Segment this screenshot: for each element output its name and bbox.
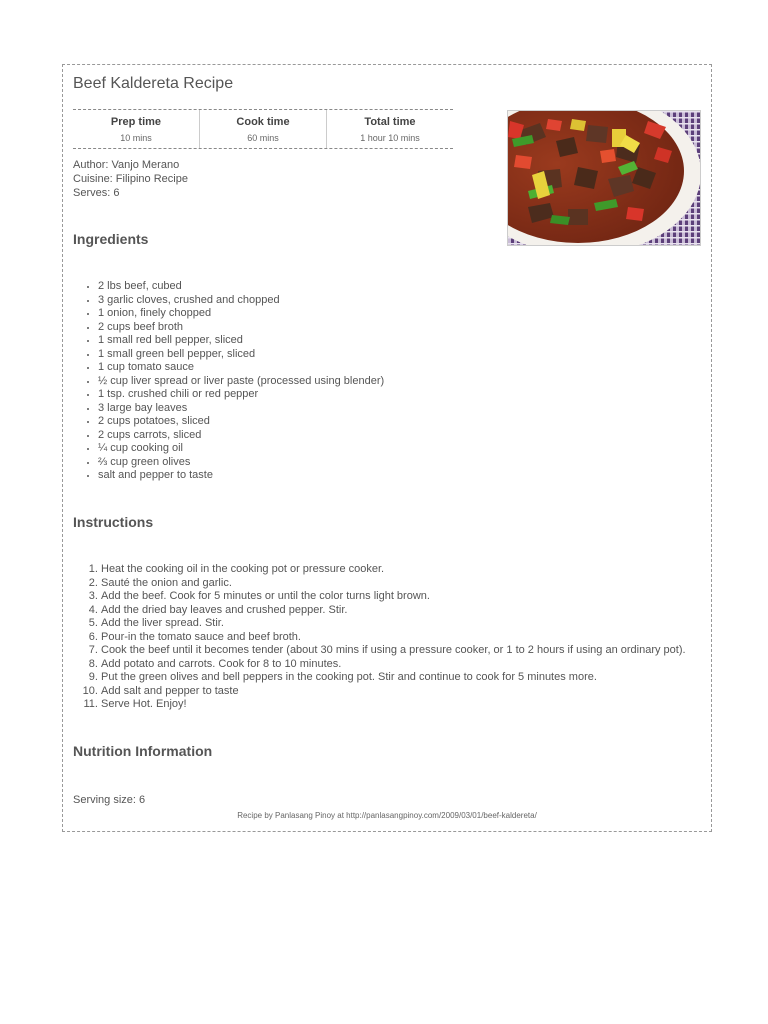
ingredients-heading: Ingredients (73, 231, 149, 247)
total-time (326, 110, 453, 148)
recipe-title: Beef Kaldereta Recipe (73, 75, 234, 92)
instruction-step: 1. Heat the cooking oil in the cooking pot or pressure cooker. (101, 563, 686, 577)
ingredient-item: • ⅔ cup green olives (98, 456, 384, 470)
ingredient-item: • 2 cups beef broth (98, 321, 384, 335)
ingredient-item: • 2 cups potatoes, sliced (98, 415, 384, 429)
cook-time (199, 110, 326, 148)
instruction-step: 5. Add the liver spread. Stir. (101, 617, 686, 631)
cook-time-label: Cook time (236, 116, 290, 128)
instruction-step: 9. Put the green olives and bell peppers in the cooking pot. Stir and continue to cook for 5 minutes more. (101, 671, 686, 685)
ingredient-item: • 1 cup tomato sauce (98, 361, 384, 375)
instruction-step: 8. Add potato and carrots. Cook for 8 to 10 minutes. (101, 658, 686, 672)
recipe-meta (73, 158, 188, 200)
author: Author: Vanjo Merano (73, 159, 180, 171)
instruction-step: 2. Sauté the onion and garlic. (101, 577, 686, 591)
instruction-step: 10. Add salt and pepper to taste (101, 685, 686, 699)
instruction-step: 7. Cook the beef until it becomes tender (about 30 mins if using a pressure cooker, or 1 to 2 hours if using an ordinary pot). (101, 644, 686, 658)
ingredient-item: • 2 cups carrots, sliced (98, 429, 384, 443)
instructions-heading: Instructions (73, 514, 154, 530)
cuisine: Cuisine: Filipino Recipe (73, 173, 188, 185)
recipe-times (73, 109, 453, 149)
cook-time-value: 60 mins (247, 133, 279, 143)
instruction-step: 11. Serve Hot. Enjoy! (101, 698, 686, 712)
ingredient-item: • ½ cup liver spread or liver paste (processed using blender) (98, 375, 384, 389)
recipe-card (62, 64, 712, 832)
ingredient-item: • 1 small green bell pepper, sliced (98, 348, 384, 362)
instruction-step: 3. Add the beef. Cook for 5 minutes or until the color turns light brown. (101, 590, 686, 604)
nutrition-heading: Nutrition Information (73, 743, 213, 759)
total-time-label: Total time (364, 116, 416, 128)
ingredient-item: • 3 large bay leaves (98, 402, 384, 416)
prep-time-label: Prep time (110, 116, 162, 128)
ingredient-item: • 1 small red bell pepper, sliced (98, 334, 384, 348)
instruction-step: 4. Add the dried bay leaves and crushed pepper. Stir. (101, 604, 686, 618)
ingredient-item: • ¼ cup cooking oil (98, 442, 384, 456)
instruction-step: 6. Pour-in the tomato sauce and beef broth. (101, 631, 686, 645)
serving-size: Serving size: 6 (73, 794, 146, 806)
total-time-value: 1 hour 10 mins (360, 133, 420, 143)
ingredient-item: • 1 tsp. crushed chili or red pepper (98, 388, 384, 402)
ingredient-item: • salt and pepper to taste (98, 469, 384, 483)
ingredient-item: • 1 onion, finely chopped (98, 307, 384, 321)
dish-image (508, 111, 700, 245)
prep-time-value: 10 mins (120, 133, 152, 143)
ingredient-item: • 2 lbs beef, cubed (98, 280, 384, 294)
recipe-source-footer: Recipe by Panlasang Pinoy at http://panlasangpinoy.com/2009/03/01/beef-kaldereta/ (237, 811, 537, 820)
ingredient-item: • 3 garlic cloves, crushed and chopped (98, 294, 384, 308)
instructions-list (73, 563, 686, 712)
serves: Serves: 6 (73, 187, 120, 199)
prep-time (73, 110, 199, 148)
recipe-photo (507, 110, 701, 246)
ingredients-list (73, 280, 384, 483)
